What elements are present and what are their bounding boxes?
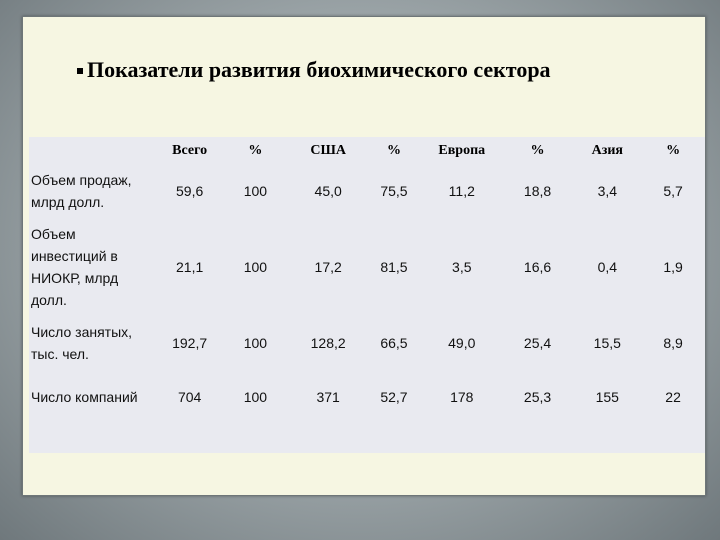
table-cell: 1,9 bbox=[663, 259, 683, 275]
table-cell: 25,4 bbox=[523, 335, 552, 351]
table-cell: 17,2 bbox=[314, 259, 342, 275]
header-cell: % bbox=[386, 143, 401, 158]
table-cell: 81,5 bbox=[380, 259, 408, 275]
table-cell: 22 bbox=[665, 389, 681, 405]
table-cell: 59,6 bbox=[176, 183, 204, 199]
table-cell: 128,2 bbox=[310, 335, 346, 351]
header-cell: Азия bbox=[591, 143, 623, 158]
table-cell: 100 bbox=[243, 389, 268, 405]
row-label: Число занятых, тыс. чел. bbox=[31, 324, 133, 362]
table-cell: 49,0 bbox=[448, 335, 476, 351]
table-cell: 15,5 bbox=[593, 335, 621, 351]
header-cell: % bbox=[530, 143, 545, 158]
row-label: Объем продаж, млрд долл. bbox=[31, 172, 132, 210]
header-cell: % bbox=[666, 143, 681, 158]
table-cell: 11,2 bbox=[448, 183, 475, 199]
table-cell: 8,9 bbox=[663, 335, 683, 351]
table-cell: 45,0 bbox=[314, 183, 342, 199]
data-table-container bbox=[29, 137, 705, 453]
table-row bbox=[29, 165, 705, 217]
table-cell: 18,8 bbox=[523, 183, 552, 199]
header-cell: США bbox=[310, 143, 346, 158]
slide-title: Показатели развития биохимического сектора bbox=[87, 57, 551, 82]
table-cell: 371 bbox=[316, 389, 340, 405]
table-row bbox=[29, 217, 705, 317]
table-cell: 704 bbox=[177, 389, 202, 405]
data-table bbox=[29, 137, 705, 425]
header-cell: Всего bbox=[172, 143, 208, 158]
table-cell: 5,7 bbox=[663, 183, 683, 199]
table-cell: 100 bbox=[243, 183, 268, 199]
table-cell: 178 bbox=[450, 389, 474, 405]
table-cell: 0,4 bbox=[597, 259, 618, 275]
header-cell: Европа bbox=[438, 143, 486, 158]
table-cell: 192,7 bbox=[172, 335, 208, 351]
table-row bbox=[29, 369, 705, 425]
header-cell bbox=[29, 137, 159, 165]
table-cell: 75,5 bbox=[380, 183, 408, 199]
title-row bbox=[77, 57, 551, 83]
table-header-row bbox=[29, 137, 705, 165]
bullet-icon bbox=[77, 68, 83, 74]
table-cell: 21,1 bbox=[176, 259, 204, 275]
table-cell: 3,4 bbox=[597, 183, 618, 199]
header-cell: % bbox=[248, 143, 263, 158]
row-label: Число компаний bbox=[31, 389, 138, 405]
row-label: Объем инвестиций в НИОКР, млрд долл. bbox=[31, 226, 119, 308]
table-cell: 3,5 bbox=[452, 259, 472, 275]
table-cell: 16,6 bbox=[523, 259, 552, 275]
table-cell: 100 bbox=[243, 335, 268, 351]
table-row bbox=[29, 317, 705, 369]
table-cell: 66,5 bbox=[380, 335, 408, 351]
table-cell: 25,3 bbox=[523, 389, 552, 405]
table-cell: 155 bbox=[595, 389, 619, 405]
table-cell: 100 bbox=[243, 259, 268, 275]
slide bbox=[22, 16, 706, 496]
table-cell: 52,7 bbox=[380, 389, 408, 405]
